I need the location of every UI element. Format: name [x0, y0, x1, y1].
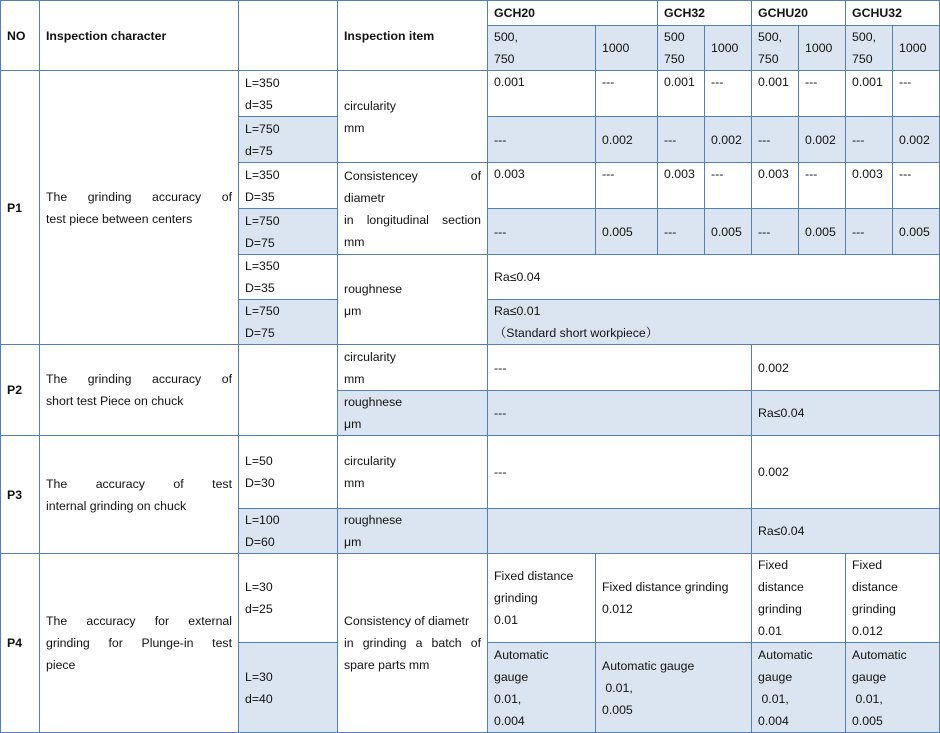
p1-condition-3	[239, 163, 338, 209]
header-sub-gch32-a	[658, 26, 705, 71]
value-line: grinding	[494, 591, 538, 605]
p1-r1-v4: 0.001	[752, 71, 799, 117]
p3-circularity-gch: ---	[488, 436, 752, 509]
value-line: （Standard short workpiece）	[494, 326, 659, 340]
item-line: μm	[344, 535, 362, 549]
item-line: mm	[344, 234, 365, 249]
p3-circularity-gchu: 0.002	[752, 436, 940, 509]
p2-item-roughness	[338, 391, 488, 436]
p1-roughness-value-2	[488, 300, 940, 345]
value-line: Fixed	[758, 558, 789, 572]
item-line: Consistencey of	[344, 168, 481, 183]
value-line: Fixed distance grinding	[602, 580, 729, 594]
value-line: 0.01,	[494, 691, 522, 706]
p1-condition-4	[239, 209, 338, 255]
char-line: The accuracy for external	[46, 614, 232, 628]
header-sub-gch20-a	[488, 26, 596, 71]
header-sub-gchu20-a	[752, 26, 799, 71]
value-line: Automatic	[494, 647, 549, 662]
p2-roughness-gch: ---	[488, 391, 752, 436]
value-line: grinding	[758, 602, 802, 616]
p1-r2-v0: ---	[488, 117, 596, 163]
p2-item-circularity	[338, 345, 488, 391]
cond-line: L=100	[245, 513, 280, 527]
item-line: roughnese	[344, 395, 403, 409]
p1-r2-v5: 0.002	[799, 117, 846, 163]
p4-item-consistency	[338, 554, 488, 733]
char-line: grinding for Plunge-in test	[46, 636, 232, 650]
p1-r3-v7: ---	[893, 163, 940, 209]
row-no-p2: P2	[1, 345, 40, 436]
value-line: 0.012	[852, 624, 883, 638]
item-line: circularity	[344, 454, 396, 468]
char-line: internal grinding on chuck	[46, 498, 187, 513]
item-line: roughnese	[344, 513, 403, 527]
p1-r1-v6: 0.001	[846, 71, 893, 117]
value-line: Automatic	[758, 647, 813, 662]
cond-line: L=30	[245, 580, 273, 594]
char-line: short test Piece on chuck	[46, 394, 184, 408]
p3-inspection-character	[40, 436, 239, 554]
char-line: The grinding accuracy of	[46, 372, 232, 386]
p1-r4-v7: 0.005	[893, 209, 940, 255]
value-line: 0.005	[602, 702, 633, 717]
p1-r4-v6: ---	[846, 209, 893, 255]
item-line: diametr	[344, 190, 386, 205]
value-line: 0.004	[494, 713, 525, 728]
item-line: mm	[344, 476, 365, 490]
p1-r1-v5: ---	[799, 71, 846, 117]
cond-line: D=35	[245, 281, 275, 295]
p3-roughness-gch	[488, 509, 752, 554]
header-no: NO	[1, 1, 40, 71]
p2-condition-blank	[239, 345, 338, 436]
cond-line: L=30	[245, 669, 273, 684]
p1-item-consistency	[338, 163, 488, 255]
sub-line: 500,	[494, 30, 518, 44]
cond-line: d=35	[245, 97, 273, 112]
char-line: test piece between centers	[46, 211, 193, 226]
p3-condition-1	[239, 436, 338, 509]
p3-item-roughness	[338, 509, 488, 554]
p1-condition-5	[239, 255, 338, 300]
p4-inspection-character	[40, 554, 239, 733]
p1-r3-v1: ---	[596, 163, 658, 209]
p4-fixed-gchu20	[752, 554, 846, 643]
header-model-gch32: GCH32	[658, 1, 752, 26]
p1-r4-v5: 0.005	[799, 209, 846, 255]
value-line: 0.01	[494, 613, 518, 627]
cond-line: D=75	[245, 326, 275, 340]
p1-r1-v0: 0.001	[488, 71, 596, 117]
p1-r4-v1: 0.005	[596, 209, 658, 255]
sub-line: 500,	[758, 30, 782, 44]
p1-inspection-character	[40, 71, 239, 345]
header-model-gch20: GCH20	[488, 1, 658, 26]
item-line: μm	[344, 303, 362, 318]
value-line: distance	[758, 580, 804, 594]
sub-line: 750	[494, 52, 515, 66]
p1-r3-v5: ---	[799, 163, 846, 209]
p1-r1-v7: ---	[893, 71, 940, 117]
p1-item-roughness	[338, 255, 488, 345]
sub-line: 500,	[852, 30, 876, 44]
value-line: 0.012	[602, 602, 633, 616]
p1-r1-v2: 0.001	[658, 71, 705, 117]
item-line: roughnese	[344, 281, 403, 296]
value-line: 0.01	[758, 624, 782, 638]
p1-r2-v7: 0.002	[893, 117, 940, 163]
value-line: Fixed	[852, 558, 883, 572]
p4-fixed-gch20	[488, 554, 596, 643]
p4-auto-gchu20	[752, 643, 846, 733]
value-line: distance	[852, 580, 898, 594]
p1-r4-v4: ---	[752, 209, 799, 255]
header-blank	[239, 1, 338, 71]
header-model-gchu20: GCHU20	[752, 1, 846, 26]
item-line: in longitudinal section	[344, 212, 481, 227]
p3-roughness-gchu: Ra≤0.04	[752, 509, 940, 554]
item-line: Consistency of diametr	[344, 614, 470, 628]
p1-roughness-value-1: Ra≤0.04	[488, 255, 940, 300]
p1-r3-v2: 0.003	[658, 163, 705, 209]
cond-line: D=35	[245, 189, 275, 204]
p1-r2-v1: 0.002	[596, 117, 658, 163]
sub-line: 750	[758, 52, 779, 66]
header-inspection-item: Inspection item	[338, 1, 488, 71]
p4-auto-gchu32	[846, 643, 940, 733]
item-line: in grinding a batch of	[344, 636, 481, 650]
cond-line: L=350	[245, 167, 280, 182]
value-line: gauge	[758, 669, 793, 684]
p2-inspection-character	[40, 345, 239, 436]
p1-r2-v6: ---	[846, 117, 893, 163]
header-sub-gch20-b: 1000	[596, 26, 658, 71]
p2-circularity-gch: ---	[488, 345, 752, 391]
p4-condition-2	[239, 643, 338, 733]
cond-line: D=75	[245, 235, 275, 250]
value-line: grinding	[852, 602, 896, 616]
p1-r4-v3: 0.005	[705, 209, 752, 255]
header-sub-gchu32-b: 1000	[893, 26, 940, 71]
cond-line: D=60	[245, 535, 275, 549]
p4-condition-1	[239, 554, 338, 643]
value-line: 0.005	[852, 713, 883, 728]
p1-condition-2	[239, 117, 338, 163]
char-line: piece	[46, 658, 76, 672]
header-model-gchu32: GCHU32	[846, 1, 940, 26]
p1-condition-6	[239, 300, 338, 345]
p3-item-circularity	[338, 436, 488, 509]
cond-line: L=750	[245, 304, 280, 318]
p2-roughness-gchu: Ra≤0.04	[752, 391, 940, 436]
value-line: gauge	[852, 669, 887, 684]
value-line: gauge	[494, 669, 529, 684]
cond-line: L=750	[245, 213, 280, 228]
value-line: Ra≤0.01	[494, 304, 541, 318]
header-sub-gchu20-b: 1000	[799, 26, 846, 71]
p1-r3-v4: 0.003	[752, 163, 799, 209]
cond-line: d=40	[245, 691, 273, 706]
cond-line: L=50	[245, 454, 273, 468]
p1-r2-v4: ---	[752, 117, 799, 163]
cond-line: L=350	[245, 259, 280, 273]
p4-fixed-gchu32	[846, 554, 940, 643]
value-line: 0.004	[758, 713, 789, 728]
row-no-p1: P1	[1, 71, 40, 345]
value-line: 0.01,	[602, 680, 633, 695]
p1-r1-v3: ---	[705, 71, 752, 117]
cond-line: d=75	[245, 143, 273, 158]
p1-r4-v2: ---	[658, 209, 705, 255]
item-line: circularity	[344, 98, 396, 113]
item-line: μm	[344, 417, 362, 431]
item-line: mm	[344, 120, 365, 135]
p4-auto-gch32	[596, 643, 752, 733]
p1-r3-v6: 0.003	[846, 163, 893, 209]
p1-r2-v3: 0.002	[705, 117, 752, 163]
p3-condition-2	[239, 509, 338, 554]
value-line: 0.01,	[758, 691, 789, 706]
p1-r4-v0: ---	[488, 209, 596, 255]
item-line: mm	[344, 371, 365, 386]
char-line: The grinding accuracy of	[46, 189, 232, 204]
p4-fixed-gch32	[596, 554, 752, 643]
sub-line: 750	[852, 52, 873, 66]
value-line: Automatic gauge	[602, 658, 695, 673]
p4-auto-gch20	[488, 643, 596, 733]
header-inspection-character: Inspection character	[40, 1, 239, 71]
p1-r2-v2: ---	[658, 117, 705, 163]
cond-line: L=750	[245, 121, 280, 136]
header-sub-gchu32-a	[846, 26, 893, 71]
p1-item-circularity	[338, 71, 488, 163]
char-line: The accuracy of test	[46, 476, 232, 491]
row-no-p3: P3	[1, 436, 40, 554]
p1-r1-v1: ---	[596, 71, 658, 117]
sub-line: 500	[664, 30, 685, 44]
p2-circularity-gchu: 0.002	[752, 345, 940, 391]
cond-line: D=30	[245, 476, 275, 490]
item-line: circularity	[344, 349, 396, 364]
p1-r3-v3: ---	[705, 163, 752, 209]
value-line: Fixed distance	[494, 569, 574, 583]
header-sub-gch32-b: 1000	[705, 26, 752, 71]
cond-line: L=350	[245, 75, 280, 90]
item-line: spare parts mm	[344, 658, 430, 672]
p1-r3-v0: 0.003	[488, 163, 596, 209]
row-no-p4: P4	[1, 554, 40, 733]
sub-line: 750	[664, 52, 685, 66]
cond-line: d=25	[245, 602, 273, 616]
value-line: Automatic	[852, 647, 907, 662]
value-line: 0.01,	[852, 691, 883, 706]
p1-condition-1	[239, 71, 338, 117]
